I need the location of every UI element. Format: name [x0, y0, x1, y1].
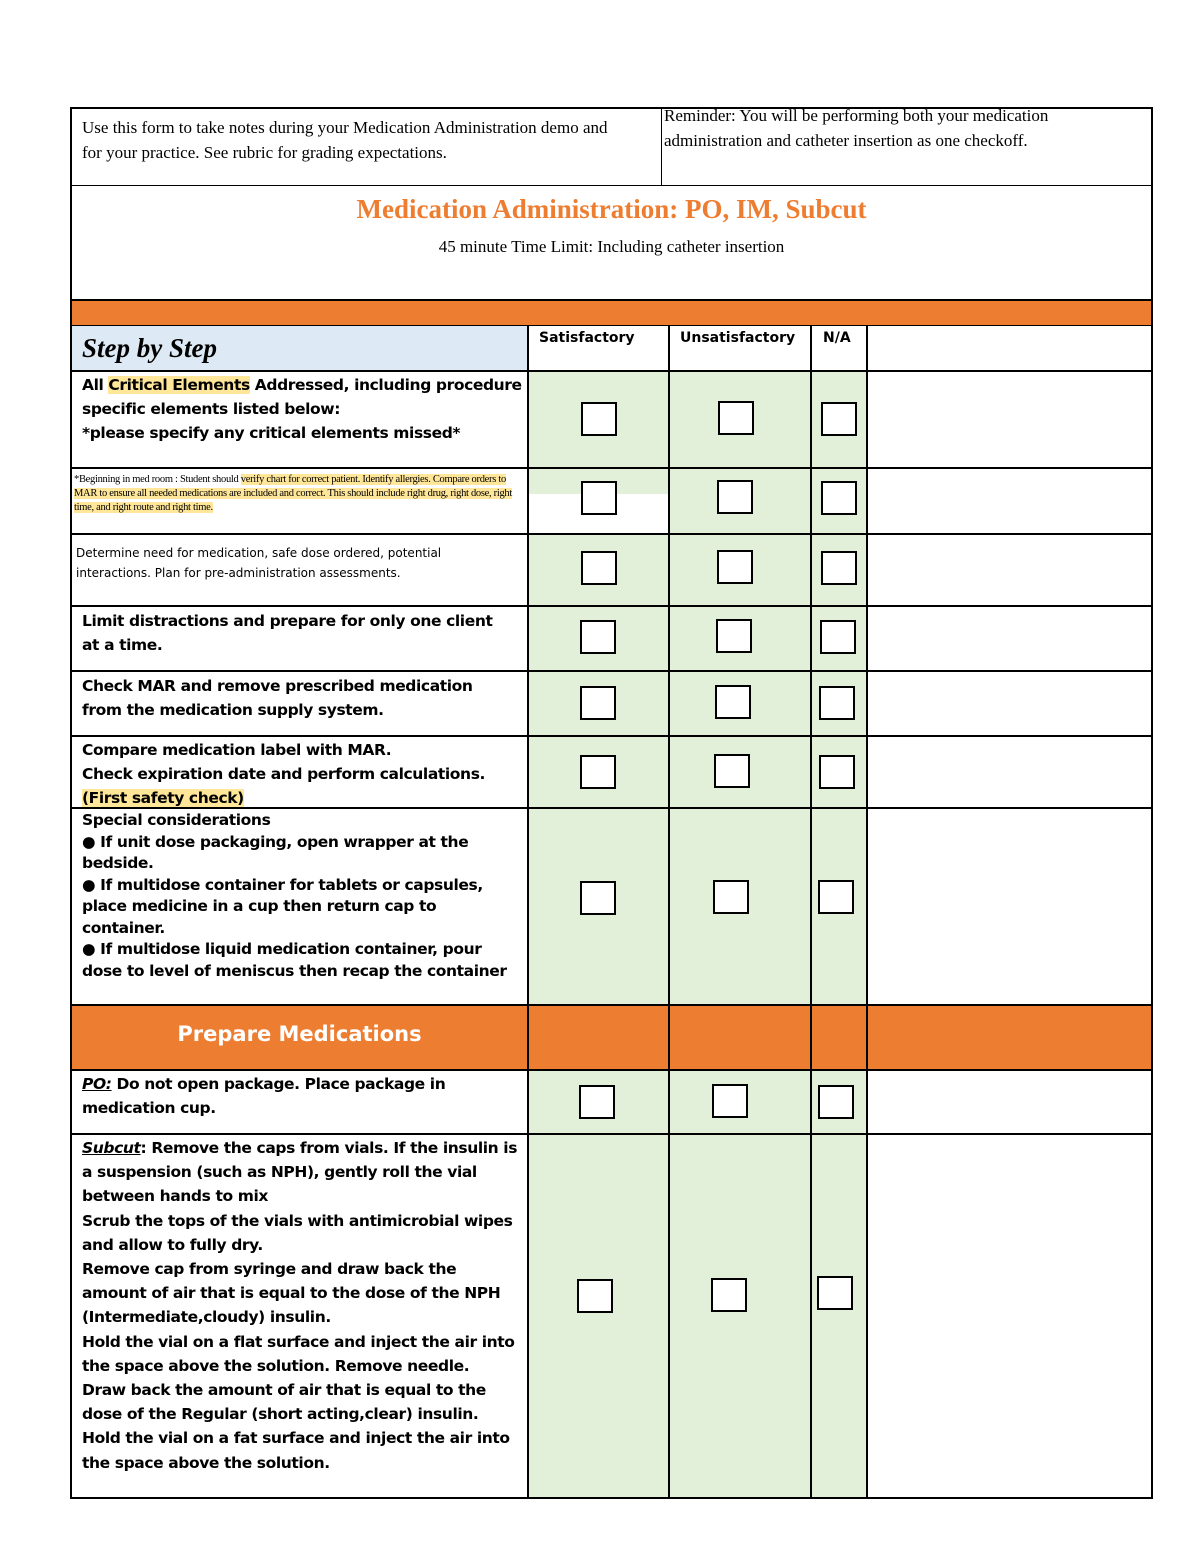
check-mar-step: Check MAR and remove prescribed medication from the medication supply system. [82, 677, 473, 719]
compare-unsatisfactory-checkbox[interactable] [714, 754, 750, 788]
special-satisfactory-checkbox[interactable] [580, 881, 616, 915]
limit-unsatisfactory-checkbox[interactable] [716, 619, 752, 653]
determine-satisfactory-checkbox[interactable] [581, 551, 617, 585]
page-title: Medication Administration: PO, IM, Subcut [356, 194, 867, 224]
compare-na-checkbox[interactable] [819, 755, 855, 789]
med-room-na-checkbox[interactable] [821, 481, 857, 515]
critical-unsatisfactory-checkbox[interactable] [718, 401, 754, 435]
na-header: N/A [823, 330, 851, 346]
po-na-checkbox[interactable] [818, 1085, 854, 1119]
critical-satisfactory-checkbox[interactable] [581, 402, 617, 436]
limit-distractions-step: Limit distractions and prepare for only one client at a time. [82, 612, 493, 654]
po-step: PO: Do not open package. Place package in medication cup. [82, 1075, 446, 1117]
subcut-unsatisfactory-checkbox[interactable] [711, 1278, 747, 1312]
special-considerations-step: Special considerations ● If unit dose packaging, open wrapper at the bedside. ● If multidose container for tablets or capsules, place medicine in a cup then return cap to container. ● If multidose liquid medication container, pour dose to level of meniscus then recap the container [82, 811, 507, 980]
orange-band [71, 300, 1152, 325]
critical-elements-step: All Critical Elements Addressed, including procedure specific elements listed below: *please specify any critical elements missed* [82, 376, 522, 442]
subcut-na-checkbox[interactable] [817, 1276, 853, 1310]
prepare-medications-heading: Prepare Medications [177, 1022, 422, 1046]
special-na-checkbox[interactable] [818, 880, 854, 914]
subcut-satisfactory-checkbox[interactable] [577, 1279, 613, 1313]
special-unsatisfactory-checkbox[interactable] [713, 880, 749, 914]
step-by-step-header: Step by Step [82, 333, 217, 363]
limit-satisfactory-checkbox[interactable] [580, 620, 616, 654]
determine-unsatisfactory-checkbox[interactable] [717, 550, 753, 584]
page-subtitle: 45 minute Time Limit: Including catheter insertion [438, 237, 785, 256]
determine-na-checkbox[interactable] [821, 551, 857, 585]
satisfactory-header: Satisfactory [539, 330, 635, 346]
limit-na-checkbox[interactable] [820, 620, 856, 654]
med-room-unsatisfactory-checkbox[interactable] [717, 480, 753, 514]
po-unsatisfactory-checkbox[interactable] [712, 1084, 748, 1118]
subcut-step: Subcut: Remove the caps from vials. If the insulin is a suspension (such as NPH), gently roll the vial between hands to mix Scrub the tops of the vials with antimicrobial wipes and allow to fully dry. Remove cap from syringe and draw back the amount of air that is equal to the dose of the NPH (Intermediate,cloudy) insulin. Hold the vial on a flat surface and inject the air into the space above the solution. Remove needle. Draw back the amount of air that is equal to the dose of the Regular (short acting,clear) insulin. Hold the vial on a fat surface and inject the air into the space above the solution. [82, 1139, 518, 1472]
intro-note: Use this form to take notes during your Medication Administration demo and for your practice. See rubric for grading expectations. [82, 118, 608, 162]
po-satisfactory-checkbox[interactable] [579, 1085, 615, 1119]
med-room-satisfactory-checkbox[interactable] [581, 481, 617, 515]
med-room-step: *Beginning in med room : Student should verify chart for correct patient. Identify allergies. Compare orders to MAR to ensure all needed medications are included and correct. This should include right drug, right dose, right time, and right route and right time. [74, 474, 513, 513]
compare-label-step: Compare medication label with MAR. Check expiration date and perform calculations. (First safety check) [82, 741, 486, 807]
check-mar-unsatisfactory-checkbox[interactable] [715, 685, 751, 719]
compare-satisfactory-checkbox[interactable] [580, 755, 616, 789]
check-mar-satisfactory-checkbox[interactable] [580, 686, 616, 720]
reminder-note: Reminder: You will be performing both your medication administration and catheter insertion as one checkoff. [664, 106, 1049, 150]
determine-need-step: Determine need for medication, safe dose ordered, potential interactions. Plan for pre-administration assessments. [76, 546, 442, 580]
unsatisfactory-header: Unsatisfactory [680, 330, 796, 346]
critical-na-checkbox[interactable] [821, 402, 857, 436]
check-mar-na-checkbox[interactable] [819, 686, 855, 720]
